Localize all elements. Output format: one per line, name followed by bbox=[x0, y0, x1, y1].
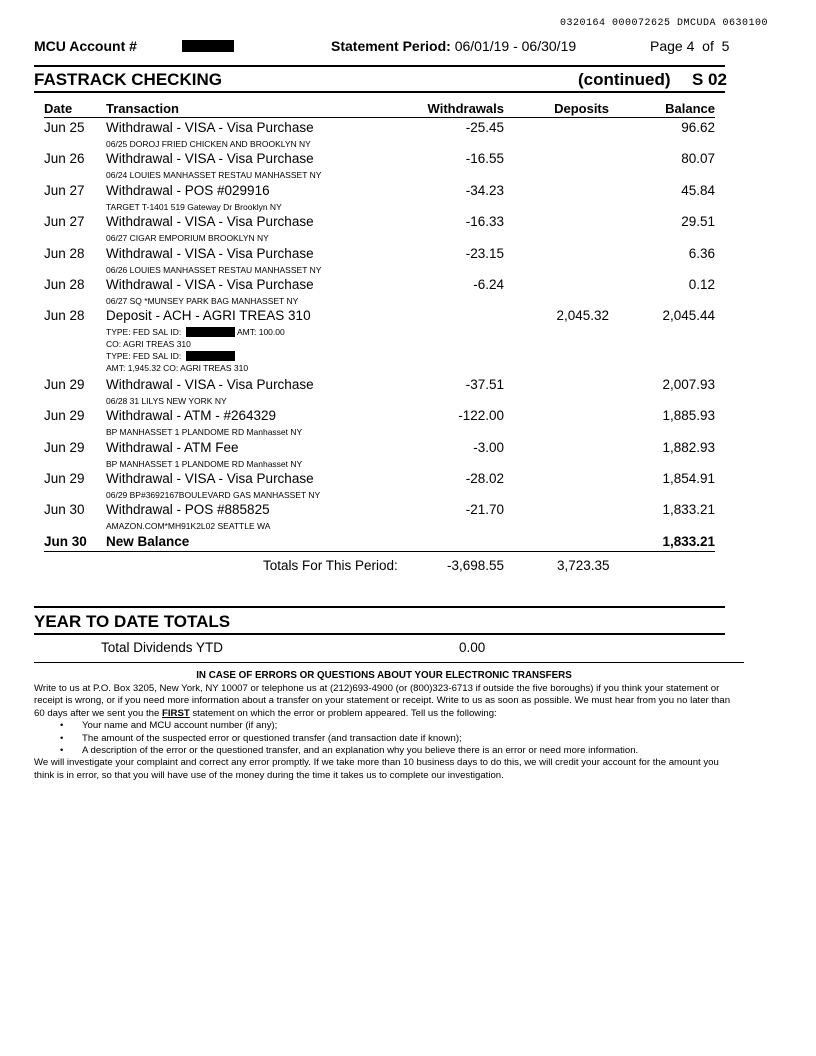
notice-body bbox=[34, 683, 734, 782]
transaction-date: Jun 30 bbox=[44, 502, 85, 517]
transaction-date: Jun 27 bbox=[44, 183, 85, 198]
transaction-balance: 29.51 bbox=[681, 214, 715, 229]
notice-paragraph bbox=[34, 683, 734, 720]
bullet-text: A description of the error or the questioned transfer, and an explanation why you believe there is an error or need more information. bbox=[82, 745, 639, 757]
transaction-balance: 2,045.44 bbox=[662, 308, 715, 323]
list-item bbox=[34, 733, 734, 745]
new-balance-label: New Balance bbox=[106, 534, 190, 549]
transaction-withdrawal: -23.15 bbox=[465, 246, 504, 261]
transaction-withdrawal: -6.24 bbox=[473, 277, 504, 292]
transaction-balance: 2,007.93 bbox=[662, 377, 715, 392]
list-item bbox=[34, 745, 734, 757]
transaction-description: Deposit - ACH - AGRI TREAS 310 bbox=[106, 308, 311, 323]
transaction-balance: 80.07 bbox=[681, 151, 715, 166]
notice-bullet-list bbox=[34, 720, 734, 757]
ytd-title-rule bbox=[34, 633, 725, 635]
new-balance-amount: 1,833.21 bbox=[662, 534, 715, 549]
period-value: 06/01/19 - 06/30/19 bbox=[454, 38, 577, 54]
transaction-description: Withdrawal - VISA - Visa Purchase bbox=[106, 246, 314, 261]
column-header-withdrawals: Withdrawals bbox=[427, 101, 504, 116]
bullet-icon: • bbox=[60, 720, 64, 732]
account-number-redaction bbox=[182, 40, 234, 52]
transaction-detail: 06/26 LOUIES MANHASSET RESTAU MANHASSET NY bbox=[106, 265, 322, 275]
transaction-description: Withdrawal - VISA - Visa Purchase bbox=[106, 214, 314, 229]
list-item bbox=[34, 720, 734, 732]
section-title: FASTRACK CHECKING bbox=[34, 70, 222, 89]
notice-heading: IN CASE OF ERRORS OR QUESTIONS ABOUT YOUR ELECTRONIC TRANSFERS bbox=[196, 670, 572, 681]
continued-label: (continued) bbox=[578, 70, 671, 89]
column-header-deposits: Deposits bbox=[554, 101, 609, 116]
transaction-description: Withdrawal - POS #029916 bbox=[106, 183, 270, 198]
transaction-description: Withdrawal - VISA - Visa Purchase bbox=[106, 471, 314, 486]
transaction-description: Withdrawal - VISA - Visa Purchase bbox=[106, 377, 314, 392]
transaction-description: Withdrawal - POS #885825 bbox=[106, 502, 270, 517]
transaction-detail: BP MANHASSET 1 PLANDOME RD Manhasset NY bbox=[106, 459, 303, 469]
transaction-date: Jun 29 bbox=[44, 377, 85, 392]
ytd-dividends-value: 0.00 bbox=[459, 640, 486, 655]
transaction-deposit: 2,045.32 bbox=[556, 308, 609, 323]
transaction-description: Withdrawal - ATM - #264329 bbox=[106, 408, 277, 423]
transaction-detail: TARGET T-1401 519 Gateway Dr Brooklyn NY bbox=[106, 202, 282, 212]
page-number: Page 4 of 5 bbox=[650, 38, 730, 54]
transaction-detail: 06/27 CIGAR EMPORIUM BROOKLYN NY bbox=[106, 233, 269, 243]
transaction-detail: CO: AGRI TREAS 310 bbox=[106, 339, 191, 349]
transaction-withdrawal: -37.51 bbox=[465, 377, 504, 392]
section-rule bbox=[34, 91, 725, 93]
transaction-date: Jun 29 bbox=[44, 408, 85, 423]
ytd-dividends-label: Total Dividends YTD bbox=[101, 640, 224, 655]
transaction-balance: 1,833.21 bbox=[662, 502, 715, 517]
transaction-detail: 06/28 31 LILYS NEW YORK NY bbox=[106, 396, 227, 406]
transaction-detail: 06/24 LOUIES MANHASSET RESTAU MANHASSET NY bbox=[106, 170, 322, 180]
header-rule bbox=[34, 65, 725, 67]
transaction-description: Withdrawal - ATM Fee bbox=[106, 440, 239, 455]
ocr-reference-line: 0320164 000072625 DMCUDA 0630100 bbox=[560, 18, 769, 29]
transaction-withdrawal: -122.00 bbox=[458, 408, 504, 423]
transaction-balance: 96.62 bbox=[681, 120, 715, 135]
transaction-detail: TYPE: FED SAL ID: bbox=[106, 327, 182, 337]
transaction-date: Jun 28 bbox=[44, 277, 85, 292]
transaction-date: Jun 29 bbox=[44, 440, 85, 455]
section-code: S 02 bbox=[692, 70, 727, 89]
transaction-balance: 1,885.93 bbox=[662, 408, 715, 423]
account-label: MCU Account # bbox=[34, 38, 137, 54]
period-label: Statement Period: bbox=[331, 38, 451, 54]
transaction-balance: 1,854.91 bbox=[662, 471, 715, 486]
column-header-balance: Balance bbox=[665, 101, 715, 116]
transaction-withdrawal: -21.70 bbox=[465, 502, 504, 517]
column-header-rule bbox=[44, 117, 715, 118]
totals-label: Totals For This Period: bbox=[263, 558, 398, 573]
transaction-detail: 06/27 SQ *MUNSEY PARK BAG MANHASSET NY bbox=[106, 296, 299, 306]
notice-text: Write to us at P.O. Box 3205, New York, NY 10007 or telephone us at (212)693-4900 (or (800)323-6713 if outside the five boroughs) if you think your statement or receipt is wrong, or if you need more information about a transfer on your statement or receipt. Write to us as soon as possible. We must hear from you no later than 60 days after we sent you the bbox=[34, 683, 731, 719]
transaction-detail: AMAZON.COM*MH91K2L02 SEATTLE WA bbox=[106, 521, 271, 531]
transaction-date: Jun 25 bbox=[44, 120, 85, 135]
totals-withdrawals: -3,698.55 bbox=[446, 558, 504, 573]
bullet-icon: • bbox=[60, 745, 64, 757]
new-balance-date: Jun 30 bbox=[44, 534, 87, 549]
column-header-transaction: Transaction bbox=[106, 101, 179, 116]
notice-rule bbox=[34, 662, 744, 663]
transaction-withdrawal: -34.23 bbox=[465, 183, 504, 198]
column-header-date: Date bbox=[44, 101, 73, 116]
id-redaction bbox=[186, 351, 235, 361]
transaction-description: Withdrawal - VISA - Visa Purchase bbox=[106, 277, 314, 292]
notice-text: statement on which the error or problem appeared. Tell us the following: bbox=[189, 707, 497, 719]
bullet-icon: • bbox=[60, 732, 64, 744]
transaction-date: Jun 27 bbox=[44, 214, 85, 229]
notice-first-emphasis: FIRST bbox=[162, 707, 190, 719]
transaction-detail: AMT: 100.00 bbox=[237, 327, 285, 337]
ytd-top-rule bbox=[34, 606, 725, 608]
transaction-detail: 06/25 DOROJ FRIED CHICKEN AND BROOKLYN NY bbox=[106, 139, 311, 149]
transaction-date: Jun 28 bbox=[44, 246, 85, 261]
transaction-balance: 6.36 bbox=[688, 246, 715, 261]
notice-paragraph: We will investigate your complaint and correct any error promptly. If we take more than 10 business days to do this, we will credit your account for the amount you think is in error, so that you will have use of the money during the time it takes us to complete our investigation. bbox=[34, 757, 719, 781]
transaction-date: Jun 29 bbox=[44, 471, 85, 486]
transaction-detail: TYPE: FED SAL ID: bbox=[106, 351, 182, 361]
totals-deposits: 3,723.35 bbox=[557, 558, 610, 573]
ytd-title: YEAR TO DATE TOTALS bbox=[34, 612, 231, 631]
transaction-detail: AMT: 1,945.32 CO: AGRI TREAS 310 bbox=[106, 363, 249, 373]
transaction-detail: BP MANHASSET 1 PLANDOME RD Manhasset NY bbox=[106, 427, 303, 437]
transaction-description: Withdrawal - VISA - Visa Purchase bbox=[106, 151, 314, 166]
totals-rule bbox=[44, 551, 715, 552]
transaction-withdrawal: -25.45 bbox=[465, 120, 504, 135]
bullet-text: The amount of the suspected error or questioned transfer (and transaction date if known); bbox=[82, 732, 462, 744]
transaction-balance: 45.84 bbox=[681, 183, 715, 198]
transaction-balance: 0.12 bbox=[688, 277, 715, 292]
transaction-date: Jun 28 bbox=[44, 308, 85, 323]
id-redaction bbox=[186, 327, 235, 337]
transaction-balance: 1,882.93 bbox=[662, 440, 715, 455]
transaction-description: Withdrawal - VISA - Visa Purchase bbox=[106, 120, 314, 135]
transaction-withdrawal: -16.33 bbox=[465, 214, 504, 229]
statement-period bbox=[331, 38, 576, 54]
transaction-withdrawal: -16.55 bbox=[465, 151, 504, 166]
bullet-text: Your name and MCU account number (if any); bbox=[82, 720, 278, 732]
transaction-date: Jun 26 bbox=[44, 151, 85, 166]
transaction-withdrawal: -3.00 bbox=[473, 440, 504, 455]
transaction-withdrawal: -28.02 bbox=[465, 471, 504, 486]
transaction-detail: 06/29 BP#3692167BOULEVARD GAS MANHASSET NY bbox=[106, 490, 321, 500]
